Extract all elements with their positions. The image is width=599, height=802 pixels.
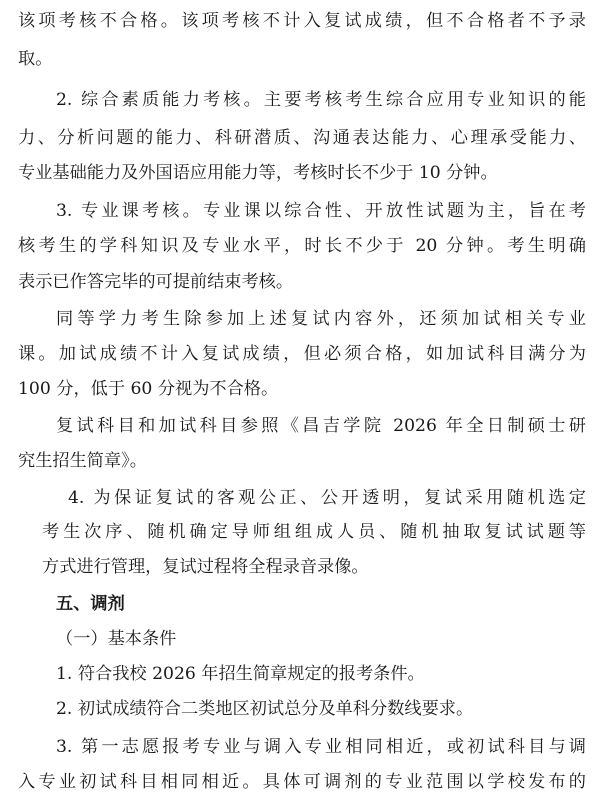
paragraph-line: 表示已作答完毕的可提前结束考核。: [18, 272, 294, 292]
section-heading: 五、调剂: [56, 594, 125, 614]
subsection-heading: （一）基本条件: [56, 629, 177, 649]
paragraph-line: 核考生的学科知识及专业水平，时长不少于 20 分钟。考生明确: [18, 236, 586, 256]
paragraph-line: 课。加试成绩不计入复试成绩，但必须合格，如加试科目满分为: [18, 344, 586, 364]
paragraph-line: 该项考核不合格。该项考核不计入复试成绩，但不合格者不予录: [18, 11, 586, 31]
paragraph-line: 3. 专业课考核。专业课以综合性、开放性试题为主，旨在考: [56, 201, 586, 221]
list-item: 2. 初试成绩符合二类地区初试总分及单科分数线要求。: [56, 699, 474, 719]
paragraph-line: 同等学力考生除参加上述复试内容外，还须加试相关专业: [56, 309, 586, 329]
paragraph-line: 力、分析问题的能力、科研潜质、沟通表达能力、心理承受能力、: [18, 128, 586, 148]
paragraph-line: 取。: [18, 49, 53, 69]
paragraph-line: 究生招生简章》。: [18, 451, 147, 471]
list-item: 3. 第一志愿报考专业与调入专业相同相近，或初试科目与调: [56, 737, 586, 757]
paragraph-line: 2. 综合素质能力考核。主要考核考生综合应用专业知识的能: [56, 90, 586, 110]
paragraph-line: 方式进行管理，复试过程将全程录音录像。: [42, 557, 369, 577]
paragraph-line: 复试科目和加试科目参照《昌吉学院 2026 年全日制硕士研: [56, 416, 586, 436]
paragraph-line: 专业基础能力及外国语应用能力等，考核时长不少于 10 分钟。: [18, 163, 498, 183]
paragraph-line: 考生次序、随机确定导师组组成人员、随机抽取复试试题等: [42, 522, 586, 542]
list-item: 1. 符合我校 2026 年招生简章规定的报考条件。: [56, 664, 425, 684]
paragraph-line: 100 分，低于 60 分视为不合格。: [18, 379, 279, 399]
paragraph-line: 入专业初试科目相同相近。具体可调剂的专业范围以学校发布的: [18, 772, 586, 792]
paragraph-line: 4. 为保证复试的客观公正、公开透明，复试采用随机选定: [68, 488, 586, 508]
